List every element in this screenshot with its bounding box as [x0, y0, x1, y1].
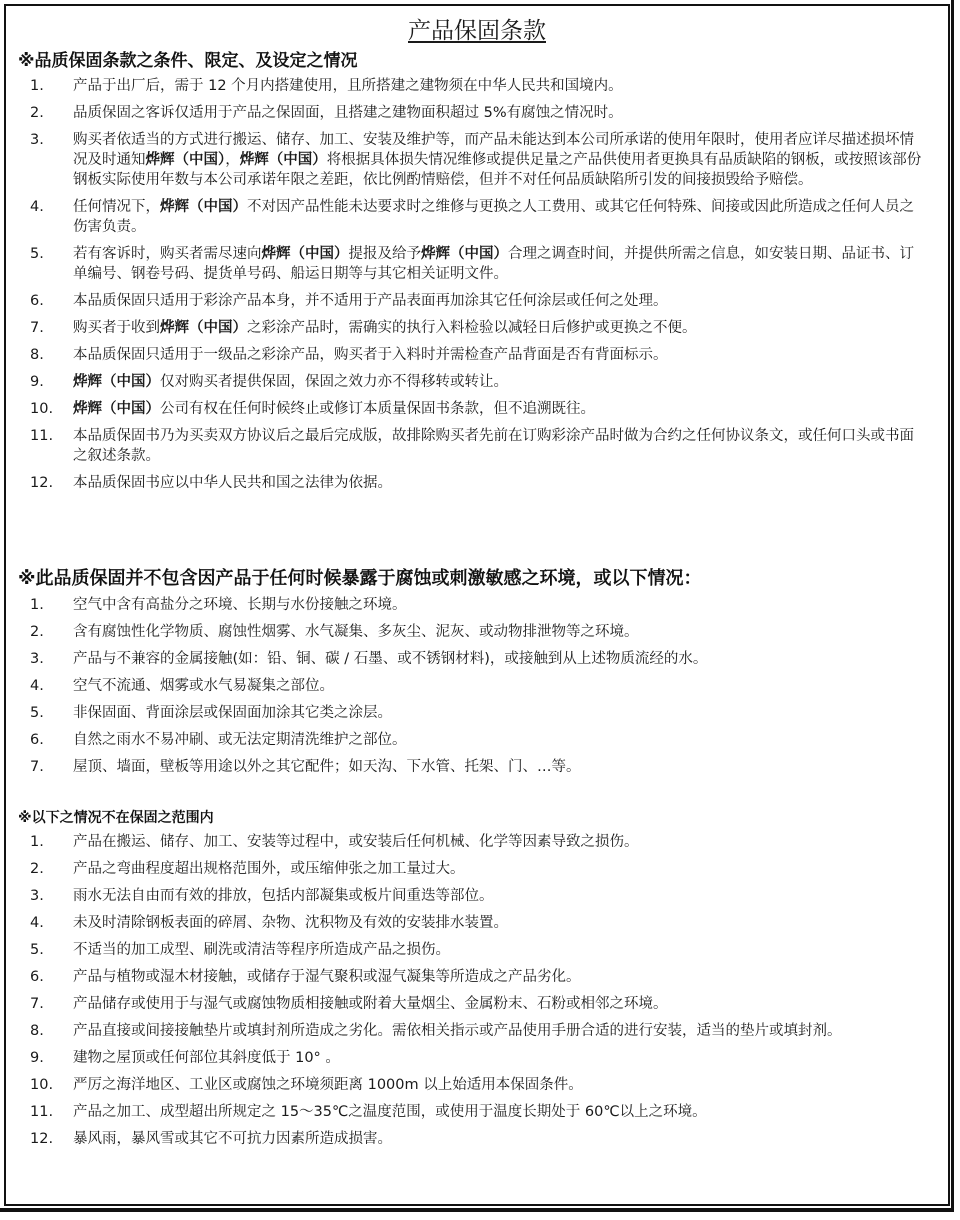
- clause-item: [6, 426, 948, 466]
- clause-text: 烨辉（中国）仅对购买者提供保固，保固之效力亦不得移转或转让。: [73, 374, 508, 390]
- clause-number: 8.: [30, 347, 44, 363]
- clause-item: [6, 372, 948, 392]
- clause-text: 产品于出厂后，需于 12 个月内搭建使用，且所搭建之建物须在中华人民共和国境内。: [73, 78, 623, 94]
- clause-number: 8.: [30, 1023, 44, 1039]
- clause-item: [6, 399, 948, 419]
- section-heading-out-of-scope: ※以下之情况不在保固之范围内: [18, 810, 214, 826]
- clause-text: 购买者于收到烨辉（中国）之彩涂产品时，需确实的执行入料检验以减轻日后修护或更换之不便。: [73, 320, 697, 336]
- clause-number: 5.: [30, 705, 44, 721]
- clause-item: [6, 676, 948, 696]
- out-of-scope-list: [6, 832, 948, 1156]
- clause-text: 本品质保固只适用于一级品之彩涂产品，购买者于入料时并需检查产品背面是否有背面标示。: [73, 347, 668, 363]
- clause-text: 含有腐蚀性化学物质、腐蚀性烟雾、水气凝集、多灰尘、泥灰、或动物排泄物等之环境。: [73, 624, 639, 640]
- clause-number: 6.: [30, 732, 44, 748]
- clause-item: [6, 886, 948, 906]
- clause-item: [6, 1102, 948, 1122]
- clause-number: 11.: [30, 1104, 54, 1120]
- clause-text: 产品之加工、成型超出所规定之 15～35℃之温度范围，或使用于温度长期处于 60℃以上之环境。: [73, 1104, 707, 1120]
- clause-text: 非保固面、背面涂层或保固面加涂其它类之涂层。: [73, 705, 392, 721]
- clause-number: 3.: [30, 132, 44, 148]
- clause-number: 4.: [30, 915, 44, 931]
- clause-item: [6, 730, 948, 750]
- clause-text: 产品与植物或湿木材接触，或储存于湿气聚积或湿气凝集等所造成之产品劣化。: [73, 969, 581, 985]
- clause-number: 5.: [30, 942, 44, 958]
- clause-number: 6.: [30, 293, 44, 309]
- clause-item: [6, 1048, 948, 1068]
- clause-item: [6, 859, 948, 879]
- clause-number: 7.: [30, 996, 44, 1012]
- company-name: 烨辉（中国）: [73, 401, 160, 417]
- clause-text: 屋顶、墙面，壁板等用途以外之其它配件；如天沟、下水管、托架、门、…等。: [73, 759, 581, 775]
- clause-text: 任何情况下，烨辉（中国）不对因产品性能未达要求时之维修与更换之人工费用、或其它任何特殊、间接或因此所造成之任何人员之伤害负责。: [73, 199, 914, 235]
- clause-item: [6, 940, 948, 960]
- clause-number: 1.: [30, 597, 44, 613]
- clause-item: [6, 197, 948, 237]
- clause-item: [6, 649, 948, 669]
- clause-item: [6, 913, 948, 933]
- clause-item: [6, 76, 948, 96]
- clause-number: 2.: [30, 624, 44, 640]
- clause-item: [6, 1021, 948, 1041]
- clause-number: 10.: [30, 401, 54, 417]
- clause-text: 产品与不兼容的金属接触(如：铅、铜、碳 / 石墨、或不锈钢材料)，或接触到从上述物质流经的水。: [73, 651, 708, 667]
- clause-item: [6, 318, 948, 338]
- section-heading-exclusions: ※此品质保固并不包含因产品于任何时候暴露于腐蚀或刺激敏感之环境，或以下情况：: [18, 568, 702, 589]
- company-name: 烨辉（中国）: [73, 374, 160, 390]
- clause-text: 空气中含有高盐分之环境、长期与水份接触之环境。: [73, 597, 407, 613]
- clause-text: 品质保固之客诉仅适用于产品之保固面，且搭建之建物面积超过 5%有腐蚀之情况时。: [73, 105, 623, 121]
- clause-text: 产品储存或使用于与湿气或腐蚀物质相接触或附着大量烟尘、金属粉末、石粉或相邻之环境。: [73, 996, 668, 1012]
- exclusions-list: [6, 595, 948, 784]
- clause-text: 本品质保固只适用于彩涂产品本身，并不适用于产品表面再加涂其它任何涂层或任何之处理。: [73, 293, 668, 309]
- clause-item: [6, 994, 948, 1014]
- clause-number: 2.: [30, 105, 44, 121]
- page-title: 产品保固条款: [408, 18, 546, 44]
- company-name: 烨辉（中国）: [421, 246, 508, 262]
- clause-item: [6, 703, 948, 723]
- clause-number: 4.: [30, 678, 44, 694]
- clause-text: 本品质保固书乃为买卖双方协议后之最后完成版，故排除购买者先前在订购彩涂产品时做为合约之任何协议条文，或任何口头或书面之叙述条款。: [73, 428, 914, 464]
- clause-item: [6, 473, 948, 493]
- clause-number: 12.: [30, 1131, 54, 1147]
- clause-number: 1.: [30, 834, 44, 850]
- conditions-list: [6, 76, 948, 500]
- clause-text: 自然之雨水不易冲刷、或无法定期清洗维护之部位。: [73, 732, 407, 748]
- clause-number: 4.: [30, 199, 44, 215]
- clause-number: 6.: [30, 969, 44, 985]
- clause-number: 7.: [30, 759, 44, 775]
- clause-text: 产品在搬运、储存、加工、安装等过程中，或安装后任何机械、化学等因素导致之损伤。: [73, 834, 639, 850]
- clause-text: 若有客诉时，购买者需尽速向烨辉（中国）提报及给予烨辉（中国）合理之调查时间，并提供所需之信息，如安装日期、品证书、订单编号、钢卷号码、提货单号码、船运日期等与其它相关证明文件。: [73, 246, 914, 282]
- clause-text: 未及时清除钢板表面的碎屑、杂物、沈积物及有效的安装排水装置。: [73, 915, 508, 931]
- clause-number: 5.: [30, 246, 44, 262]
- clause-number: 7.: [30, 320, 44, 336]
- clause-item: [6, 832, 948, 852]
- clause-number: 11.: [30, 428, 54, 444]
- clause-number: 2.: [30, 861, 44, 877]
- clause-text: 空气不流通、烟雾或水气易凝集之部位。: [73, 678, 334, 694]
- clause-item: [6, 967, 948, 987]
- clause-text: 不适当的加工成型、刷洗或清洁等程序所造成产品之损伤。: [73, 942, 450, 958]
- company-name: 烨辉（中国）: [239, 152, 327, 168]
- document-frame: [4, 4, 950, 1206]
- clause-number: 12.: [30, 475, 54, 491]
- clause-item: [6, 1075, 948, 1095]
- clause-number: 9.: [30, 374, 44, 390]
- clause-text: 雨水无法自由而有效的排放，包括内部凝集或板片间重迭等部位。: [73, 888, 494, 904]
- clause-text: 产品直接或间接接触垫片或填封剂所造成之劣化。需依相关指示或产品使用手册合适的进行安装，适当的垫片或填封剂。: [73, 1023, 842, 1039]
- company-name: 烨辉（中国）: [160, 199, 247, 215]
- clause-item: [6, 244, 948, 284]
- clause-item: [6, 757, 948, 777]
- clause-number: 3.: [30, 888, 44, 904]
- clause-text: 严厉之海洋地区、工业区或腐蚀之环境须距离 1000m 以上始适用本保固条件。: [73, 1077, 583, 1093]
- clause-item: [6, 622, 948, 642]
- clause-item: [6, 345, 948, 365]
- clause-item: [6, 1129, 948, 1149]
- clause-item: [6, 291, 948, 311]
- clause-text: 产品之弯曲程度超出规格范围外，或压缩伸张之加工量过大。: [73, 861, 465, 877]
- clause-item: [6, 130, 948, 190]
- section-heading-conditions: ※品质保固条款之条件、限定、及设定之情况: [18, 51, 358, 71]
- clause-text: 建物之屋顶或任何部位其斜度低于 10° 。: [73, 1050, 340, 1066]
- clause-text: 暴风雨，暴风雪或其它不可抗力因素所造成损害。: [73, 1131, 392, 1147]
- clause-number: 1.: [30, 78, 44, 94]
- clause-text: 烨辉（中国）公司有权在任何时候终止或修订本质量保固书条款，但不追溯既往。: [73, 401, 595, 417]
- clause-number: 3.: [30, 651, 44, 667]
- clause-item: [6, 103, 948, 123]
- clause-number: 9.: [30, 1050, 44, 1066]
- company-name: 烨辉（中国）: [160, 320, 247, 336]
- clause-text: 购买者依适当的方式进行搬运、储存、加工、安装及维护等，而产品未能达到本公司所承诺的使用年限时，使用者应详尽描述损坏情况及时通知烨辉（中国），烨辉（中国）将根据具体损失情况维修或提供足量之产品供使用者更换具有品质缺陷的钢板，或按照该部份钢板实际使用年数与本公司承诺年限之差距，依比例酌情赔偿，但并不对任何品质缺陷所引发的间接损毁给予赔偿。: [73, 132, 922, 188]
- clause-text: 本品质保固书应以中华人民共和国之法律为依据。: [73, 475, 392, 491]
- clause-number: 10.: [30, 1077, 54, 1093]
- clause-item: [6, 595, 948, 615]
- company-name: 烨辉（中国）: [145, 152, 226, 168]
- company-name: 烨辉（中国）: [261, 246, 349, 262]
